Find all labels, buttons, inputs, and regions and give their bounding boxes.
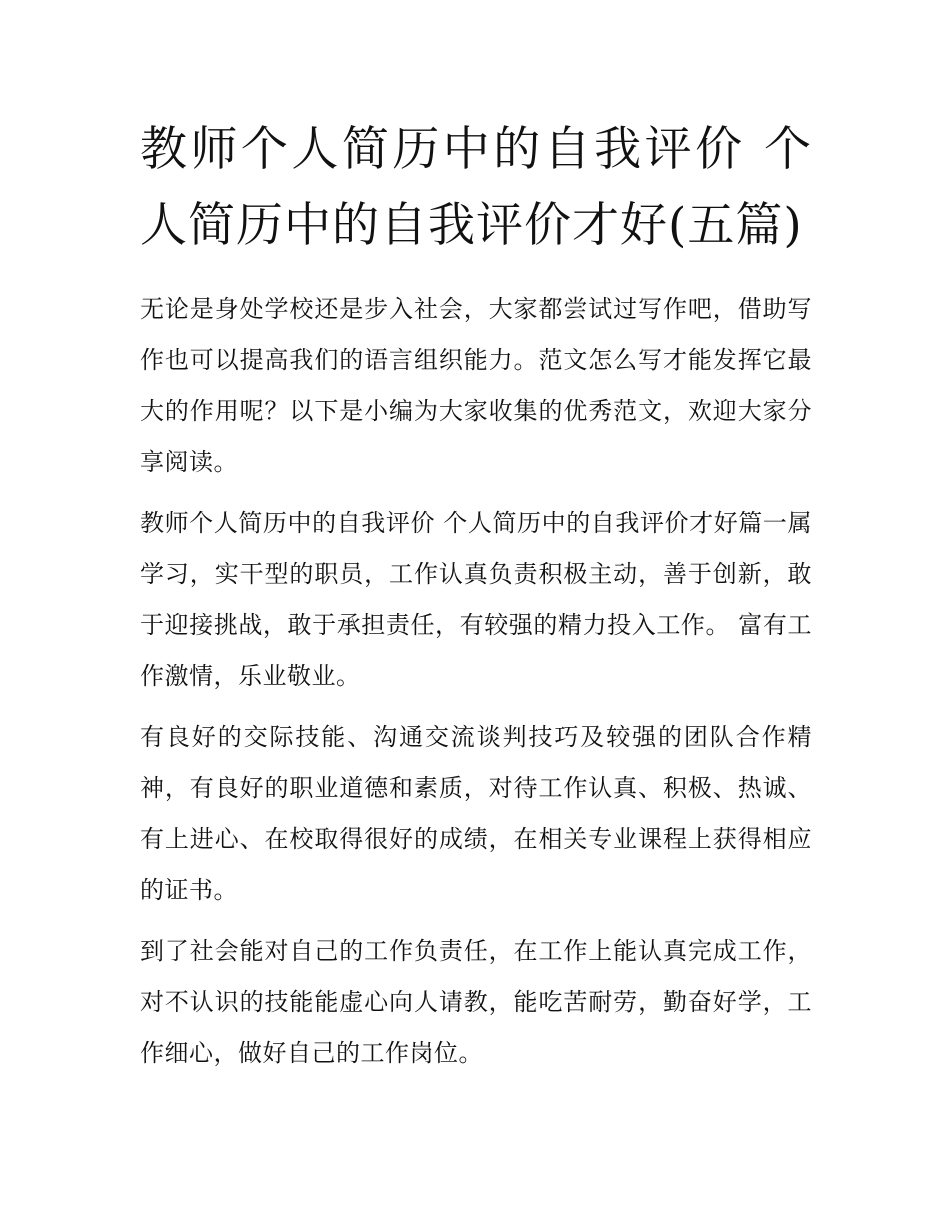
body-paragraph-1: 教师个人简历中的自我评价 个人简历中的自我评价才好篇一属学习，实干型的职员，工作认真负责积极主动，善于创新，敢于迎接挑战，敢于承担责任，有较强的精力投入工作。 富有工作激情，乐业敬业。 [140,509,812,690]
body-paragraph-2: 有良好的交际技能、沟通交流谈判技巧及较强的团队合作精神，有良好的职业道德和素质，对待工作认真、积极、热诚、有上进心、在校取得很好的成绩，在相关专业课程上获得相应的证书。 [140,723,812,904]
body-paragraph-3: 到了社会能对自己的工作负责任，在工作上能认真完成工作，对不认识的技能能虚心向人请教，能吃苦耐劳，勤奋好学，工作细心，做好自己的工作岗位。 [140,937,812,1067]
document-title: 教师个人简历中的自我评价 个人简历中的自我评价才好(五篇) [140,122,812,253]
intro-paragraph: 无论是身处学校还是步入社会，大家都尝试过写作吧，借助写作也可以提高我们的语言组织能力。范文怎么写才能发挥它最大的作用呢？以下是小编为大家收集的优秀范文，欢迎大家分享阅读。 [140,295,812,476]
document-body [140,112,812,1079]
